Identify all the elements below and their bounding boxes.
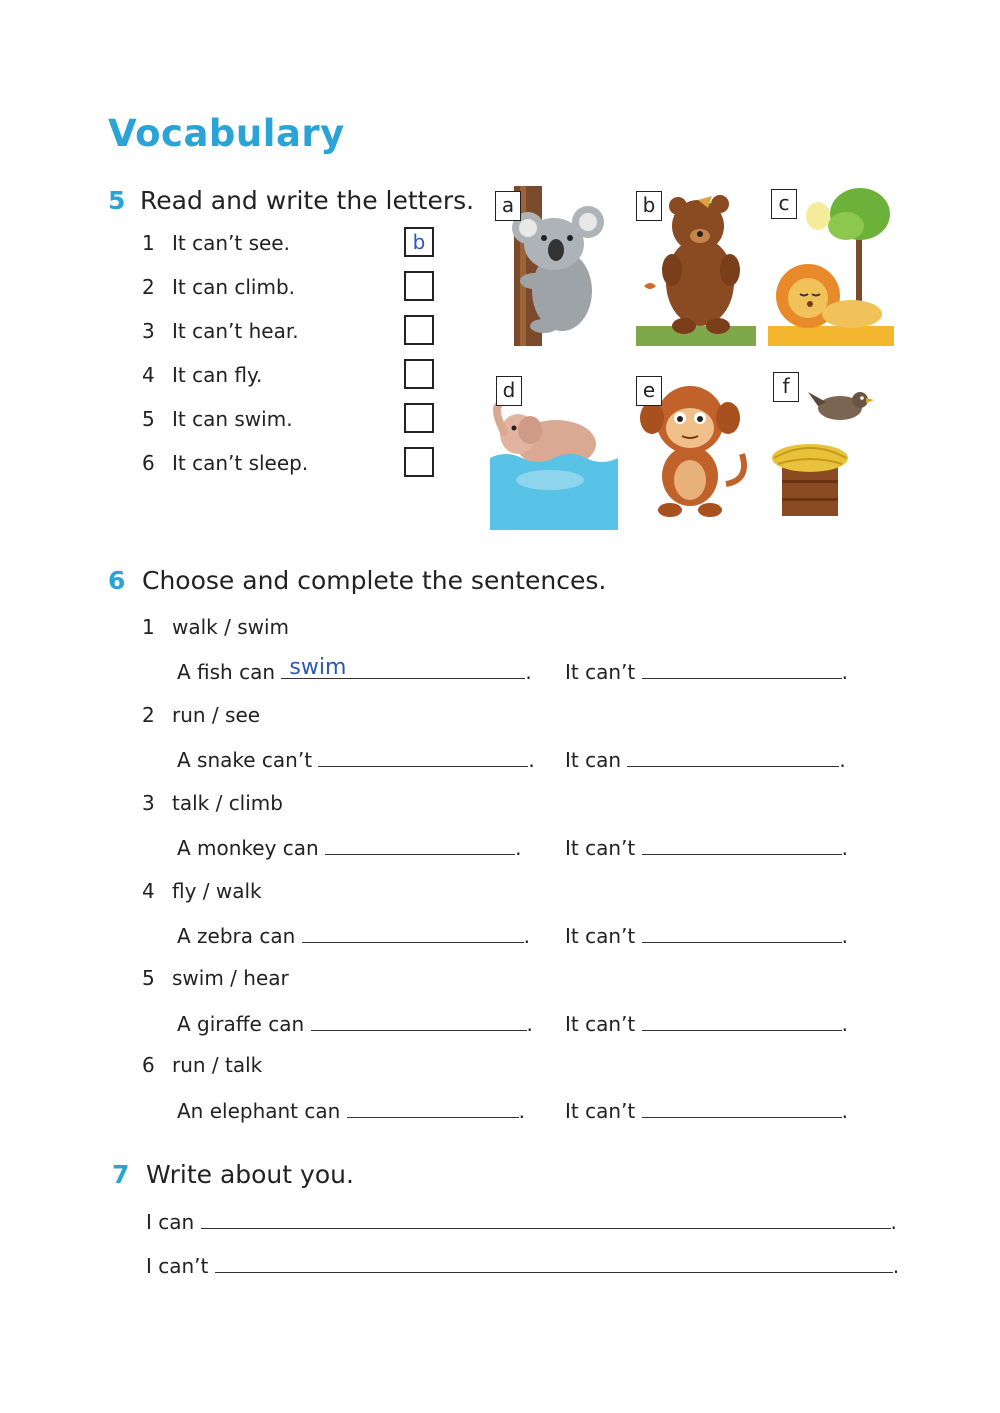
ex6-item-5-sentence: A giraffe can . <box>177 1012 533 1036</box>
page-title: Vocabulary <box>108 112 345 155</box>
answer-box-4[interactable] <box>404 359 434 389</box>
exercise-6-instruction: Choose and complete the sentences. <box>142 566 607 595</box>
ex6-item-1-words: 1 walk / swim <box>142 615 290 639</box>
blank-1a[interactable]: swim <box>281 658 525 679</box>
ex5-item-4: 4 It can fly. <box>142 363 263 387</box>
answer-box-1[interactable]: b <box>404 227 434 257</box>
ex6-item-2-sentence: A snake can’t . <box>177 748 535 772</box>
blank-5b[interactable] <box>642 1010 842 1031</box>
blank-6b[interactable] <box>642 1097 842 1118</box>
blank-4b[interactable] <box>642 922 842 943</box>
ex5-item-2: 2 It can climb. <box>142 275 296 299</box>
picture-label-b: b <box>636 191 662 221</box>
blank-5a[interactable] <box>311 1010 527 1031</box>
ex6-item-4-words: 4 fly / walk <box>142 879 262 903</box>
blank-i-can[interactable] <box>201 1208 891 1229</box>
ex6-item-1-sentence: A fish can swim . <box>177 655 532 684</box>
ex6-item-6-second: It can’t . <box>565 1099 848 1123</box>
answer-box-3[interactable] <box>404 315 434 345</box>
ex6-item-1-second: It can’t . <box>565 660 848 684</box>
blank-3a[interactable] <box>325 834 515 855</box>
exercise-5-number: 5 <box>108 186 126 215</box>
blank-4a[interactable] <box>302 922 524 943</box>
answer-box-5[interactable] <box>404 403 434 433</box>
ex7-line-2: I can’t . <box>146 1254 900 1278</box>
ex5-item-3: 3 It can’t hear. <box>142 319 299 343</box>
picture-label-d: d <box>496 376 522 406</box>
ex6-item-2-second: It can . <box>565 748 846 772</box>
ex6-item-4-sentence: A zebra can . <box>177 924 531 948</box>
ex6-item-3-second: It can’t . <box>565 836 848 860</box>
ex5-item-1: 1 It can’t see. <box>142 231 290 255</box>
ex6-item-3-sentence: A monkey can . <box>177 836 522 860</box>
blank-1b[interactable] <box>642 658 842 679</box>
ex6-item-2-words: 2 run / see <box>142 703 261 727</box>
blank-3b[interactable] <box>642 834 842 855</box>
ex6-item-6-sentence: An elephant can . <box>177 1099 526 1123</box>
ex6-item-5-words: 5 swim / hear <box>142 966 289 990</box>
picture-label-a: a <box>495 191 521 221</box>
ex7-line-1: I can . <box>146 1210 897 1234</box>
picture-label-e: e <box>636 376 662 406</box>
ex6-item-4-second: It can’t . <box>565 924 848 948</box>
ex6-item-5-second: It can’t . <box>565 1012 848 1036</box>
blank-2a[interactable] <box>318 746 528 767</box>
exercise-5-instruction: Read and write the letters. <box>140 186 475 215</box>
ex6-item-6-words: 6 run / talk <box>142 1053 263 1077</box>
picture-label-c: c <box>771 189 797 219</box>
ex5-item-6: 6 It can’t sleep. <box>142 451 309 475</box>
exercise-6-number: 6 <box>108 566 126 595</box>
exercise-7-instruction: Write about you. <box>146 1160 354 1189</box>
answer-box-6[interactable] <box>404 447 434 477</box>
answer-box-2[interactable] <box>404 271 434 301</box>
ex6-item-3-words: 3 talk / climb <box>142 791 283 815</box>
blank-6a[interactable] <box>347 1097 519 1118</box>
exercise-7-number: 7 <box>112 1160 130 1189</box>
ex5-item-5: 5 It can swim. <box>142 407 293 431</box>
picture-label-f: f <box>773 372 799 402</box>
blank-2b[interactable] <box>627 746 839 767</box>
blank-i-cant[interactable] <box>215 1252 893 1273</box>
